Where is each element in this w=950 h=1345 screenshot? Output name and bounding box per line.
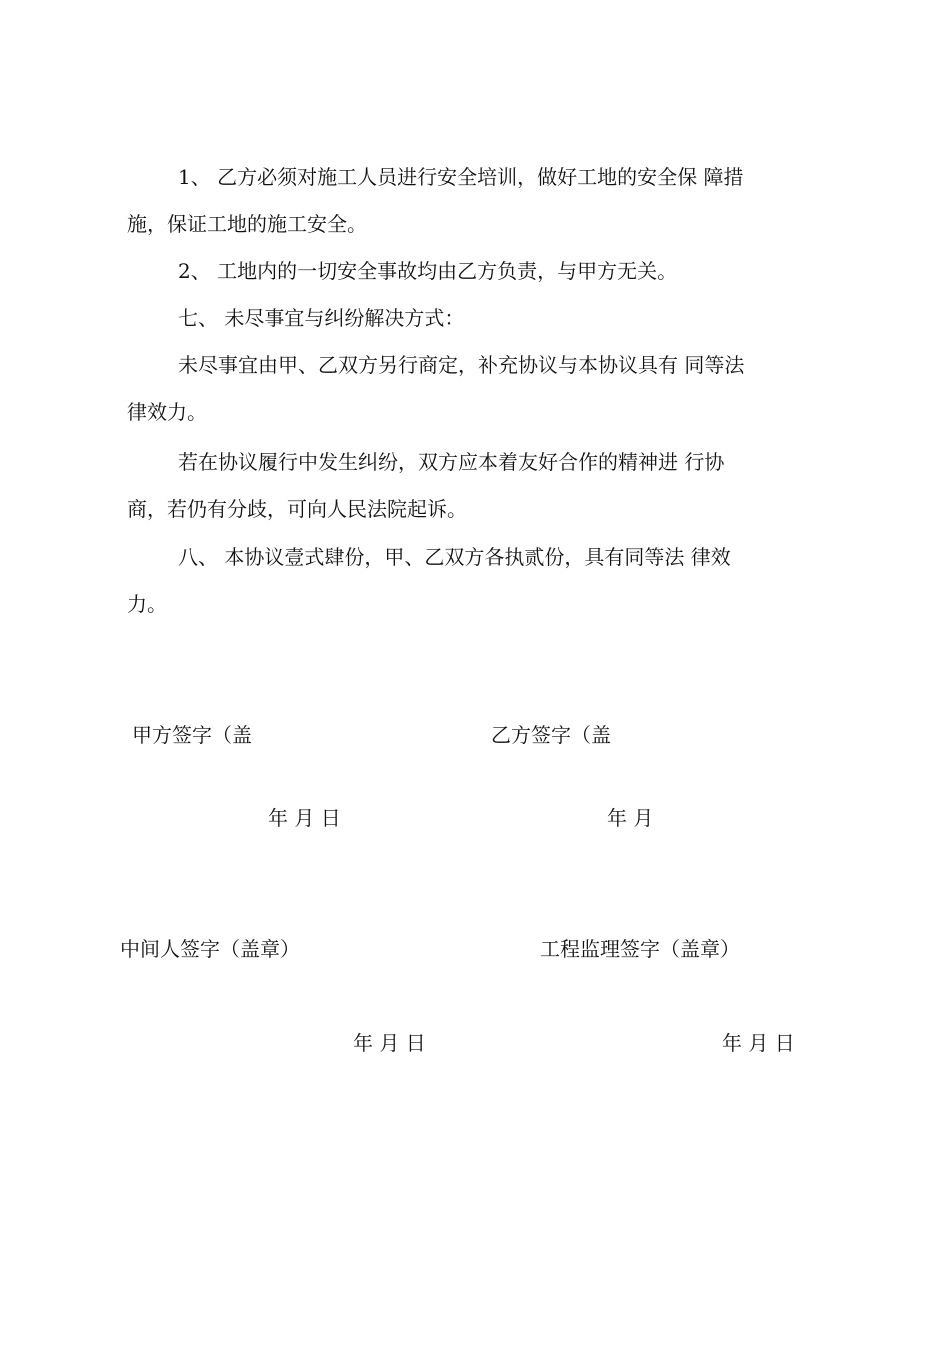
clause-1-line-2: 施，保证工地的施工安全。 <box>127 212 367 236</box>
party-b-signature-label: 乙方签字（盖 <box>491 723 611 747</box>
party-a-date: 年 月 日 <box>268 806 341 830</box>
section-7-para-1-line-1: 未尽事宜由甲、乙双方另行商定，补充协议与本协议具有 同等法 <box>178 353 745 377</box>
section-8-line-1: 八、 本协议壹式肆份，甲、乙双方各执贰份，具有同等法 律效 <box>178 545 731 569</box>
section-8-line-2: 力。 <box>127 592 167 616</box>
section-7-para-2-line-2: 商，若仍有分歧，可向人民法院起诉。 <box>127 497 467 521</box>
middleman-date: 年 月 日 <box>353 1031 426 1055</box>
section-7-para-2-line-1: 若在协议履行中发生纠纷，双方应本着友好合作的精神进 行协 <box>178 450 725 474</box>
middleman-signature-label: 中间人签字（盖章） <box>120 937 300 961</box>
section-7-heading: 七、 未尽事宜与纠纷解决方式： <box>178 306 465 330</box>
clause-2-line-1: 2、 工地内的一切安全事故均由乙方负责，与甲方无关。 <box>178 259 678 283</box>
clause-1-line-1: 1、 乙方必须对施工人员进行安全培训，做好工地的安全保 障措 <box>178 165 744 189</box>
party-b-date: 年 月 <box>607 806 654 830</box>
supervisor-signature-label: 工程监理签字（盖章） <box>540 937 740 961</box>
section-7-para-1-line-2: 律效力。 <box>127 400 207 424</box>
supervisor-date: 年 月 日 <box>722 1031 795 1055</box>
party-a-signature-label: 甲方签字（盖 <box>132 723 252 747</box>
